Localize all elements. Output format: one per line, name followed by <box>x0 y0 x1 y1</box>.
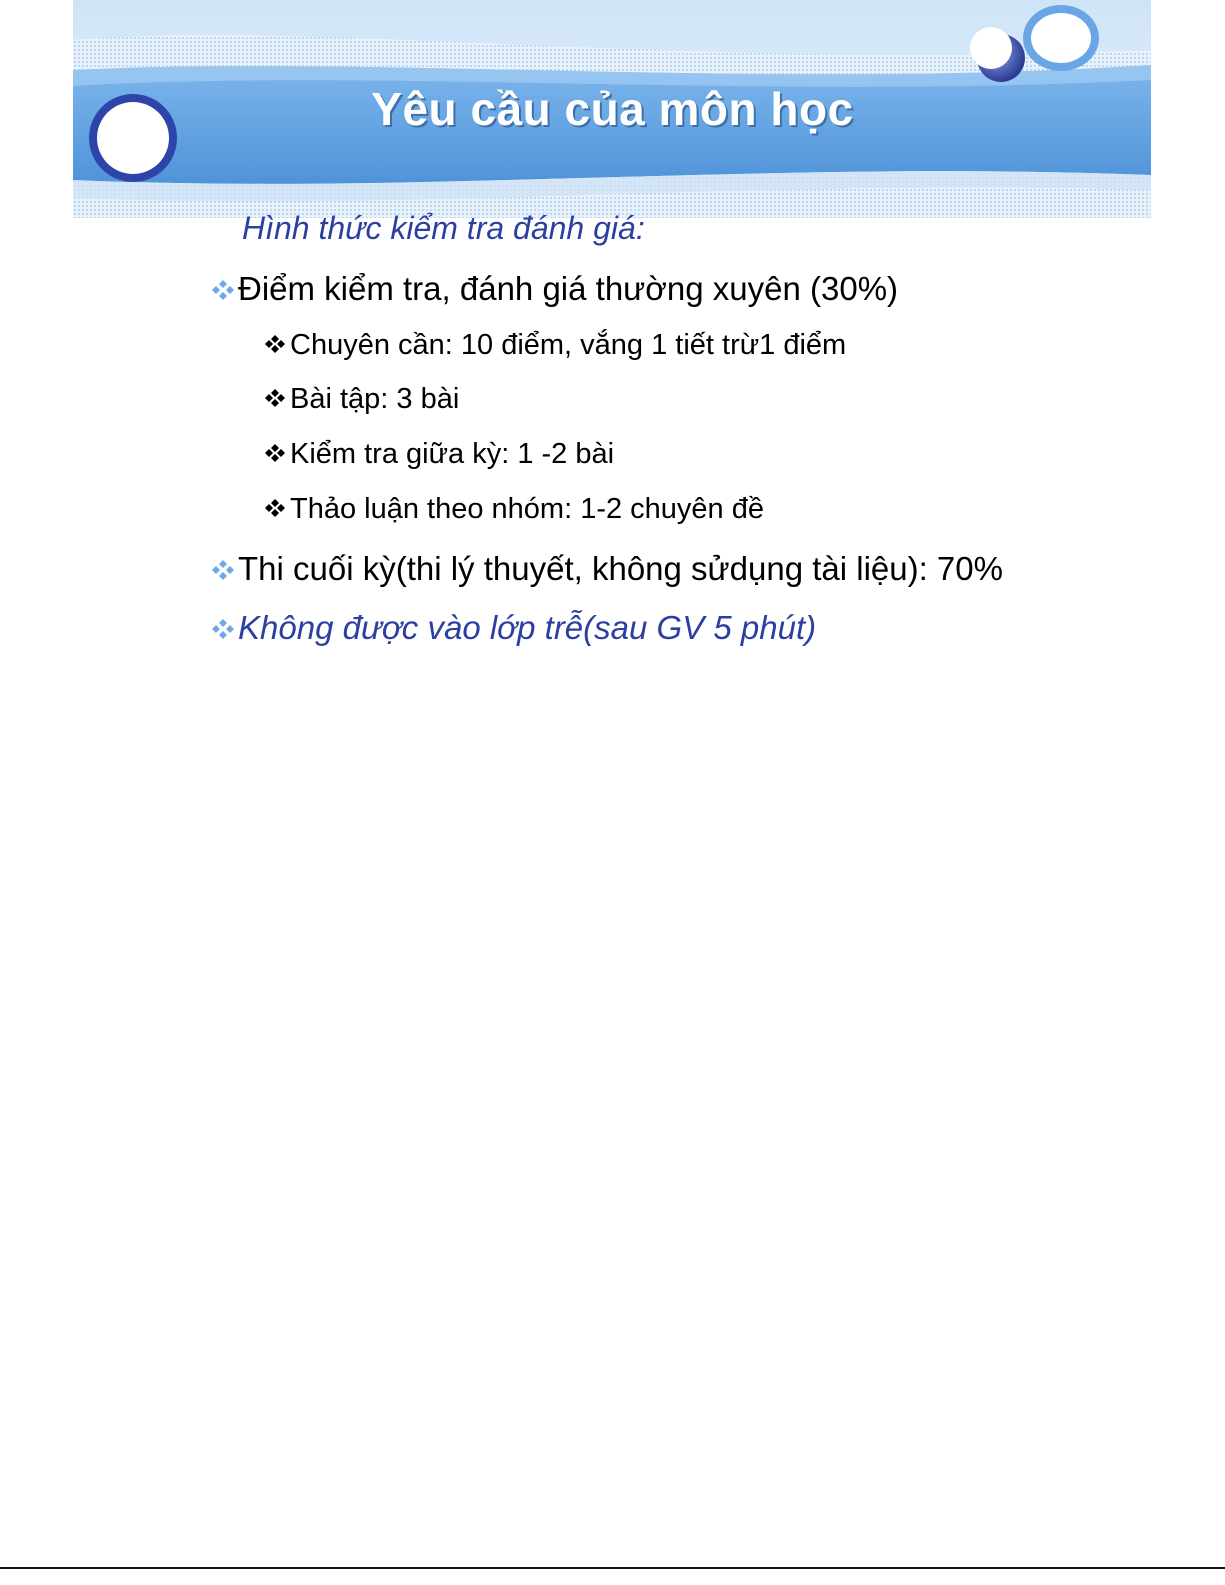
list-item <box>262 493 764 526</box>
slide-title: Yêu cầu của môn học <box>371 83 854 135</box>
list-item-text: Bài tập: 3 bài <box>290 383 460 415</box>
four-diamond-icon <box>208 559 238 581</box>
list-item-text: Chuyên cần: 10 điểm, vắng 1 tiết trừ1 điểm <box>290 329 847 361</box>
four-diamond-icon <box>262 443 290 463</box>
four-diamond-icon <box>208 279 238 301</box>
four-diamond-icon <box>262 388 290 408</box>
list-item <box>208 270 898 308</box>
four-diamond-icon <box>208 618 238 640</box>
list-item-text: Điểm kiểm tra, đánh giá thường xuyên (30%) <box>238 270 899 307</box>
page-bottom-rule <box>0 1567 1225 1569</box>
list-item <box>262 329 846 362</box>
list-item-text: Thi cuối kỳ(thi lý thuyết, không sửdụng tài liệu): 70% <box>238 550 1003 587</box>
four-diamond-icon <box>262 334 290 354</box>
list-item <box>262 383 459 416</box>
section-heading: Hình thức kiểm tra đánh giá: <box>242 210 645 246</box>
list-item-text: Không được vào lớp trễ(sau GV 5 phút) <box>238 609 817 646</box>
list-item <box>262 438 614 471</box>
list-item-text: Kiểm tra giữa kỳ: 1 -2 bài <box>290 438 615 470</box>
list-item <box>208 550 1003 588</box>
four-diamond-icon <box>262 498 290 518</box>
list-item-text: Thảo luận theo nhóm: 1-2 chuyên đề <box>290 493 764 525</box>
list-item <box>208 609 816 647</box>
